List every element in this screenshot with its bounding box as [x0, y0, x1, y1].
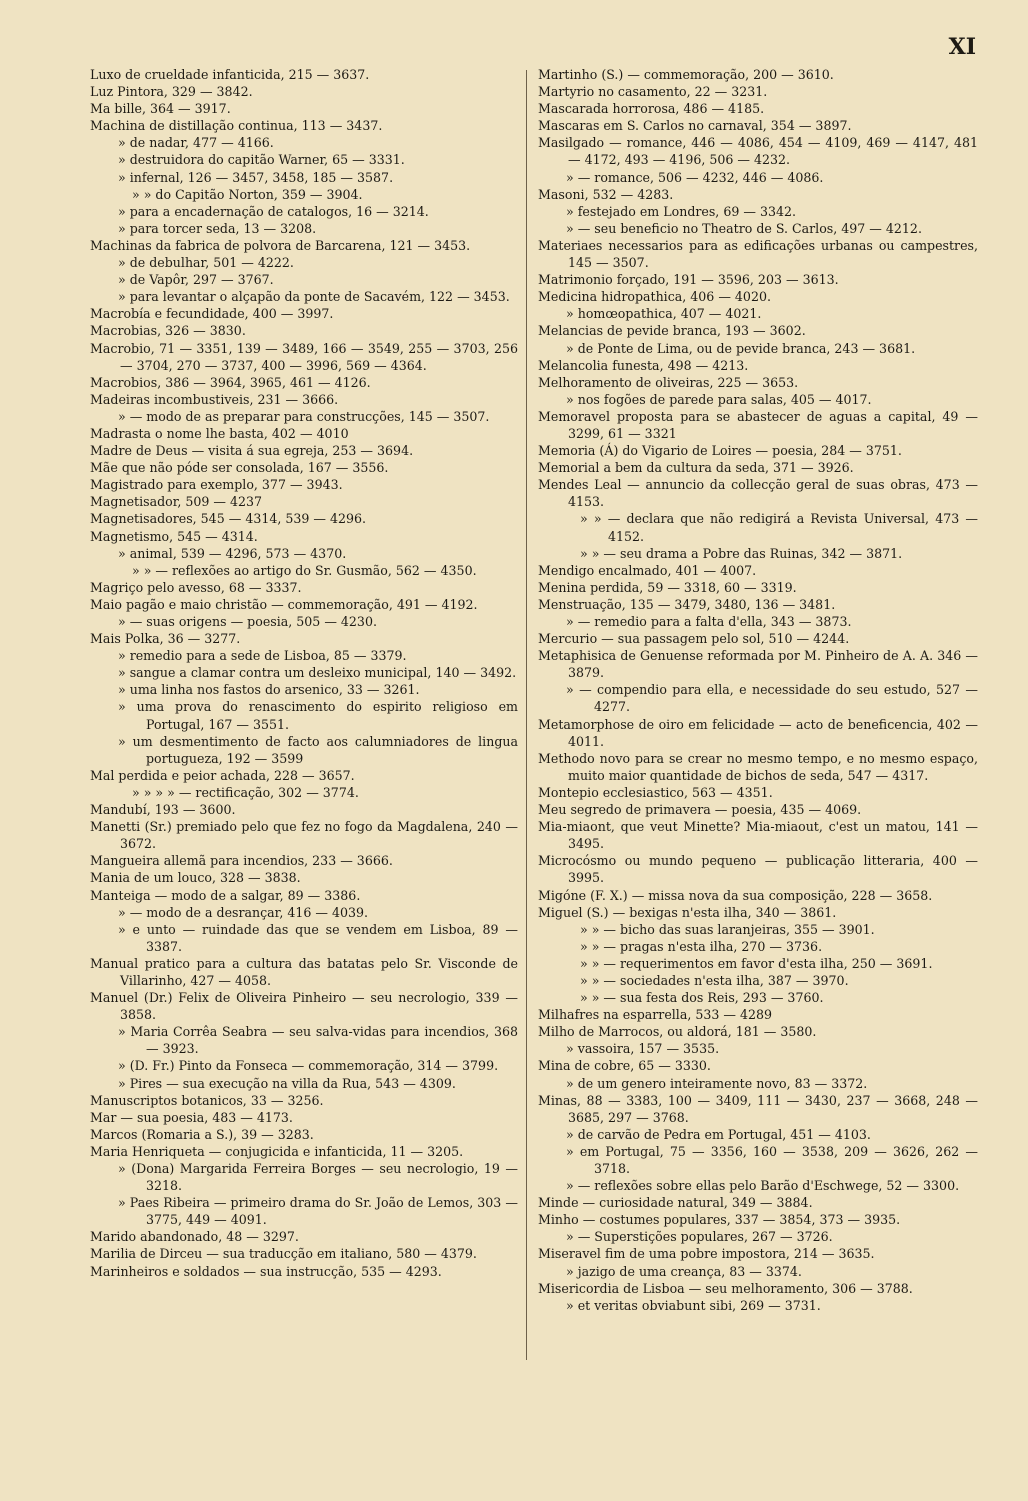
- index-entry: » uma linha nos fastos do arsenico, 33 — 3261.: [118, 682, 420, 698]
- index-entry: » remedio para a sede de Lisboa, 85 — 3379.: [118, 648, 407, 664]
- index-entry: » — suas origens — poesia, 505 — 4230.: [118, 614, 377, 629]
- index-entry: Minas, 88 — 3383, 100 — 3409, 111 — 3430, 237 — 3668, 248 — 3685, 297 — 3768.: [538, 1092, 978, 1125]
- index-entry: » uma prova do renascimento do espirito religioso em Portugal, 167 — 3551.: [118, 699, 518, 732]
- index-entry: Ma bille, 364 — 3917.: [90, 101, 231, 117]
- index-entry: Milho de Marrocos, ou aldorá, 181 — 3580.: [538, 1024, 817, 1040]
- index-entry: » um desmentimento de facto aos calumniadores de lingua portugueza, 192 — 3599: [118, 733, 518, 766]
- index-entry: Minde — curiosidade natural, 349 — 3884.: [538, 1195, 813, 1211]
- index-entry: » » — sociedades n'esta ilha, 387 — 3970.: [580, 972, 849, 988]
- index-entry: Materiaes necessarios para as edificações urbanas ou campestres, 145 — 3507.: [538, 237, 978, 271]
- index-entry: Mascaras em S. Carlos no carnaval, 354 — 3897.: [538, 118, 852, 134]
- left-column: [90, 66, 518, 1280]
- index-entry: Manuel (Dr.) Felix de Oliveira Pinheiro — seu necrologio, 339 — 3858.: [90, 990, 518, 1023]
- index-entry: Microcósmo ou mundo pequeno — publicação litteraria, 400 — 3995.: [538, 853, 978, 886]
- index-entry: Manteiga — modo de a salgar, 89 — 3386.: [90, 887, 361, 903]
- index-entry: Manetti (Sr.) premiado pelo que fez no fogo da Magdalena, 240 — 3672.: [90, 819, 518, 852]
- index-entry: Madrasta o nome lhe basta, 402 — 4010: [90, 425, 349, 441]
- index-entry: Minho — costumes populares, 337 — 3854, 373 — 3935.: [538, 1212, 901, 1228]
- index-entry: Mina de cobre, 65 — 3330.: [538, 1058, 711, 1074]
- index-entry: » em Portugal, 75 — 3356, 160 — 3538, 209 — 3626, 262 — 3718.: [566, 1143, 978, 1176]
- index-entry: » de Vapôr, 297 — 3767.: [118, 272, 274, 288]
- index-entry: » » — requerimentos em favor d'esta ilha, 250 — 3691.: [580, 955, 933, 971]
- index-entry: » » — bicho das suas laranjeiras, 355 — 3901.: [580, 921, 875, 937]
- index-entry: Mia-miaont, que veut Minette? Mia-miaout, c'est un matou, 141 — 3495.: [538, 819, 978, 852]
- index-entry: Marido abandonado, 48 — 3297.: [90, 1229, 299, 1245]
- column-divider: [526, 70, 527, 1360]
- index-entry: Memorial a bem da cultura da seda, 371 — 3926.: [538, 460, 854, 476]
- index-entry: » de carvão de Pedra em Portugal, 451 — 4103.: [566, 1126, 871, 1142]
- index-entry: » (D. Fr.) Pinto da Fonseca — commemoração, 314 — 3799.: [118, 1058, 499, 1074]
- right-column: [538, 66, 978, 1314]
- index-entry: » — Superstições populares, 267 — 3726.: [566, 1229, 833, 1245]
- index-entry: » — reflexões sobre ellas pelo Barão d'Eschwege, 52 — 3300.: [566, 1178, 960, 1194]
- index-entry: » homœopathica, 407 — 4021.: [566, 306, 762, 322]
- index-entry: Macrobía e fecundidade, 400 — 3997.: [90, 306, 334, 322]
- index-entry: Medicina hidropathica, 406 — 4020.: [538, 289, 771, 305]
- page-number: XI: [948, 34, 976, 60]
- index-entry: Methodo novo para se crear no mesmo tempo, e no mesmo espaço, muito maior quantidade de bichos de seda, 547 — 4317.: [538, 750, 978, 783]
- index-entry: » et veritas obviabunt sibi, 269 — 3731.: [566, 1297, 821, 1313]
- index-entry: Memoria (Á) do Vigario de Loires — poesia, 284 — 3751.: [538, 443, 902, 459]
- index-entry: Mandubí, 193 — 3600.: [90, 802, 236, 818]
- index-entry: » de nadar, 477 — 4166.: [118, 135, 274, 151]
- index-entry: Magnetisadores, 545 — 4314, 539 — 4296.: [90, 511, 367, 527]
- index-entry: » para levantar o alçapão da ponte de Sacavém, 122 — 3453.: [118, 289, 510, 305]
- index-entry: Mal perdida e peior achada, 228 — 3657.: [90, 767, 355, 783]
- index-entry: Montepio ecclesiastico, 563 — 4351.: [538, 784, 773, 800]
- index-entry: Mangueira allemã para incendios, 233 — 3666.: [90, 853, 393, 869]
- index-entry: » » — seu drama a Pobre das Ruinas, 342 — 3871.: [580, 545, 903, 561]
- index-entry: » — modo de as preparar para construcções, 145 — 3507.: [118, 408, 490, 424]
- index-entry: Luxo de crueldade infanticida, 215 — 3637.: [90, 67, 370, 82]
- index-entry: Menstruação, 135 — 3479, 3480, 136 — 3481.: [538, 596, 836, 612]
- index-entry: Matrimonio forçado, 191 — 3596, 203 — 3613.: [538, 272, 839, 288]
- index-entry: Marcos (Romaria a S.), 39 — 3283.: [90, 1126, 314, 1142]
- index-entry: Mar — sua poesia, 483 — 4173.: [90, 1109, 293, 1125]
- index-entry: Magistrado para exemplo, 377 — 3943.: [90, 477, 343, 493]
- index-entry: Maio pagão e maio christão — commemoração, 491 — 4192.: [90, 596, 478, 612]
- index-entry: Manuscriptos botanicos, 33 — 3256.: [90, 1092, 324, 1108]
- index-entry: Mãe que não póde ser consolada, 167 — 3556.: [90, 460, 389, 476]
- index-entry: Mais Polka, 36 — 3277.: [90, 631, 241, 647]
- index-entry: » festejado em Londres, 69 — 3342.: [566, 203, 796, 219]
- index-entry: » infernal, 126 — 3457, 3458, 185 — 3587.: [118, 169, 394, 185]
- index-entry: Miguel (S.) — bexigas n'esta ilha, 340 — 3861.: [538, 904, 837, 920]
- index-entry: » Paes Ribeira — primeiro drama do Sr. João de Lemos, 303 — 3775, 449 — 4091.: [118, 1195, 518, 1228]
- index-entry: Machina de distillação continua, 113 — 3437.: [90, 118, 383, 134]
- index-entry: » destruidora do capitão Warner, 65 — 3331.: [118, 152, 405, 168]
- index-entry: » (Dona) Margarida Ferreira Borges — seu necrologio, 19 — 3218.: [118, 1161, 518, 1194]
- index-entry: Misericordia de Lisboa — seu melhoramento, 306 — 3788.: [538, 1280, 913, 1296]
- index-entry: Macrobio, 71 — 3351, 139 — 3489, 166 — 3549, 255 — 3703, 256 — 3704, 270 — 3737, 400 — 3996, 569 — 4364.: [90, 340, 518, 373]
- index-entry: Melancias de pevide branca, 193 — 3602.: [538, 323, 806, 339]
- index-entry: Macrobias, 326 — 3830.: [90, 323, 246, 339]
- index-entry: Martyrio no casamento, 22 — 3231.: [538, 84, 768, 100]
- index-entry: Mania de um louco, 328 — 3838.: [90, 870, 301, 886]
- index-entry: Macrobios, 386 — 3964, 3965, 461 — 4126.: [90, 374, 371, 390]
- index-entry: » Maria Corrêa Seabra — seu salva-vidas para incendios, 368 — 3923.: [118, 1024, 518, 1057]
- index-entry: Madre de Deus — visita á sua egreja, 253 — 3694.: [90, 443, 414, 459]
- index-entry: Menina perdida, 59 — 3318, 60 — 3319.: [538, 579, 797, 595]
- index-entry: Martinho (S.) — commemoração, 200 — 3610.: [538, 67, 834, 82]
- index-entry: » » — pragas n'esta ilha, 270 — 3736.: [580, 938, 823, 954]
- index-entry: » para a encadernação de catalogos, 16 — 3214.: [118, 203, 429, 219]
- index-entry: » — compendio para ella, e necessidade do seu estudo, 527 — 4277.: [566, 682, 978, 715]
- index-entry: » » — reflexões ao artigo do Sr. Gusmão, 562 — 4350.: [132, 562, 477, 578]
- index-entry: Masilgado — romance, 446 — 4086, 454 — 4109, 469 — 4147, 481 — 4172, 493 — 4196, 506 — 4232.: [538, 135, 978, 168]
- index-entry: » — seu beneficio no Theatro de S. Carlos, 497 — 4212.: [566, 220, 922, 236]
- index-entry: Mercurio — sua passagem pelo sol, 510 — 4244.: [538, 631, 850, 647]
- index-entry: » para torcer seda, 13 — 3208.: [118, 220, 317, 236]
- index-entry: » » » » — rectificação, 302 — 3774.: [132, 784, 359, 800]
- index-entry: Melhoramento de oliveiras, 225 — 3653.: [538, 374, 799, 390]
- index-entry: Machinas da fabrica de polvora de Barcarena, 121 — 3453.: [90, 237, 471, 253]
- index-entry: » animal, 539 — 4296, 573 — 4370.: [118, 545, 347, 561]
- index-entry: » nos fogões de parede para salas, 405 — 4017.: [566, 391, 872, 407]
- index-entry: Mendigo encalmado, 401 — 4007.: [538, 562, 757, 578]
- index-entry: Masoni, 532 — 4283.: [538, 186, 674, 202]
- index-entry: » » — declara que não redigirá a Revista Universal, 473 — 4152.: [580, 511, 978, 544]
- index-entry: » vassoira, 157 — 3535.: [566, 1041, 720, 1057]
- index-entry: » jazigo de uma creança, 83 — 3374.: [566, 1263, 802, 1279]
- index-entry: Madeiras incombustiveis, 231 — 3666.: [90, 391, 339, 407]
- index-entry: Miseravel fim de uma pobre impostora, 214 — 3635.: [538, 1246, 875, 1262]
- index-entry: » sangue a clamar contra um desleixo municipal, 140 — 3492.: [118, 665, 517, 681]
- index-entry: Milhafres na esparrella, 533 — 4289: [538, 1007, 773, 1023]
- index-entry: » de debulhar, 501 — 4222.: [118, 255, 294, 271]
- index-entry: Maria Henriqueta — conjugicida e infanticida, 11 — 3205.: [90, 1143, 464, 1159]
- index-entry: » » — sua festa dos Reis, 293 — 3760.: [580, 990, 824, 1006]
- index-entry: » — remedio para a falta d'ella, 343 — 3873.: [566, 614, 852, 629]
- index-entry: Melancolia funesta, 498 — 4213.: [538, 357, 749, 373]
- index-entry: Luz Pintora, 329 — 3842.: [90, 84, 253, 100]
- index-entry: Manual pratico para a cultura das batatas pelo Sr. Visconde de Villarinho, 427 — 4058.: [90, 955, 518, 988]
- index-entry: Marinheiros e soldados — sua instrucção, 535 — 4293.: [90, 1263, 442, 1279]
- index-entry: Mendes Leal — annuncio da collecção geral de suas obras, 473 — 4153.: [538, 477, 978, 510]
- index-entry: » » do Capitão Norton, 359 — 3904.: [132, 186, 363, 202]
- index-entry: » de um genero inteiramente novo, 83 — 3372.: [566, 1075, 868, 1091]
- index-entry: » Pires — sua execução na villa da Rua, 543 — 4309.: [118, 1075, 456, 1091]
- index-entry: Meu segredo de primavera — poesia, 435 — 4069.: [538, 802, 862, 818]
- index-entry: » e unto — ruindade das que se vendem em Lisboa, 89 — 3387.: [118, 921, 518, 954]
- index-entry: Migóne (F. X.) — missa nova da sua composição, 228 — 3658.: [538, 887, 933, 903]
- index-entry: » — romance, 506 — 4232, 446 — 4086.: [566, 169, 824, 185]
- index-entry: Marilia de Dirceu — sua traducção em italiano, 580 — 4379.: [90, 1246, 477, 1262]
- index-entry: » — modo de a desrançar, 416 — 4039.: [118, 904, 369, 920]
- index-entry: Metaphisica de Genuense reformada por M. Pinheiro de A. A. 346 — 3879.: [538, 648, 978, 681]
- index-entry: Memoravel proposta para se abastecer de aguas a capital, 49 — 3299, 61 — 3321: [538, 408, 978, 441]
- index-entry: Mascarada horrorosa, 486 — 4185.: [538, 101, 765, 117]
- index-entry: Metamorphose de oiro em felicidade — acto de beneficencia, 402 — 4011.: [538, 716, 978, 749]
- index-entry: Magnetisador, 509 — 4237: [90, 494, 263, 510]
- index-entry: Magnetismo, 545 — 4314.: [90, 528, 258, 544]
- index-entry: » de Ponte de Lima, ou de pevide branca, 243 — 3681.: [566, 340, 916, 356]
- index-entry: Magriço pelo avesso, 68 — 3337.: [90, 579, 302, 595]
